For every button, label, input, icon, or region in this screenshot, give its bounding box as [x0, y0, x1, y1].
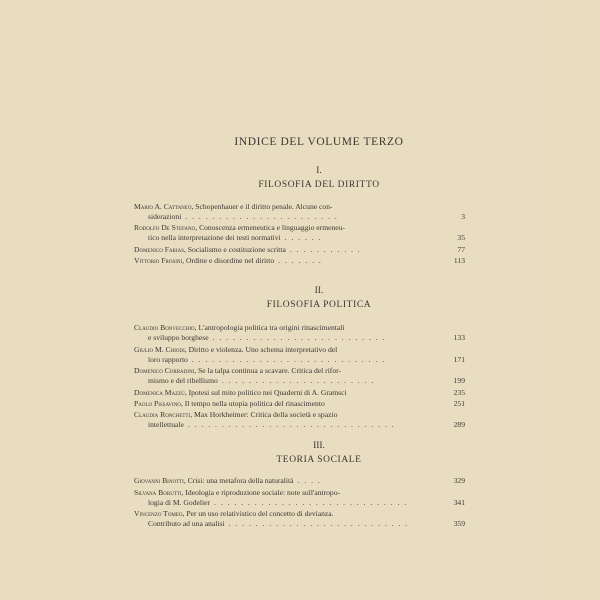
entry-title-cont: logia di M. Godelier — [148, 498, 211, 508]
toc-entry: Claudio Bonvecchio, L'antropologia politica tra origini rinascimentali e sviluppo borghese . . . . . . . . . . . . . . . . . . . . . . . . . . 133 — [134, 323, 465, 343]
toc-entry — [134, 399, 465, 409]
toc-entry — [134, 388, 465, 398]
toc-entry: Vittorio Frosini, Ordine e disordine nel diritto . . . . . . . 113 — [134, 256, 465, 265]
entry-author: Rodolfo De Stefano — [134, 223, 196, 232]
entry-title: , Il tempo nella utopia politica del rinascimento — [180, 399, 325, 408]
entry-title: , Schopenhauer e il diritto penale. Alcune con- — [191, 202, 333, 211]
entry-title: , L'antropologia politica tra origini rinascimentali — [194, 323, 345, 332]
entry-title: , Ordine e disordine nel diritto — [182, 256, 275, 265]
entry-page: 359 — [453, 519, 465, 529]
toc-entry: Giovanni Binotti, Crisi: una metafora della naturalità . . . . 329 — [134, 476, 465, 485]
toc-entry: Domenico Corradini, Se la talpa continua a scavare. Critica del rifor- mismo e del ribellismo . . . . . . . . . . . . . . . . . . . . . . . 199 — [134, 366, 465, 386]
entry-title-cont: intellettuale — [148, 420, 184, 430]
section-number: I. — [316, 166, 322, 176]
entry-title: , Ideologia e riproduzione sociale: note sull'antropo- — [181, 488, 341, 497]
entry-author: Domenica Mazzù — [134, 388, 185, 397]
entry-author: Giulio M. Chiodi — [134, 345, 185, 354]
toc-entry: Giulio M. Chiodi, Diritto e violenza. Uno schema interpretativo del loro rapporto . . . . . . . . . . . . . . . . . . . . . . . . . . . . . 171 — [134, 345, 465, 365]
section-number: III. — [313, 441, 325, 451]
entry-title: , Socialismo e costituzione scritta — [183, 245, 286, 254]
section-title: FILOSOFIA POLITICA — [266, 300, 372, 310]
index-title: INDICE DEL VOLUME TERZO — [234, 136, 404, 148]
entry-page: 3 — [461, 212, 465, 222]
entry-page: 133 — [453, 333, 465, 343]
entry-page: 171 — [453, 355, 465, 365]
entry-title: , Diritto e violenza. Uno schema interpretativo del — [184, 345, 338, 354]
entry-title-cont: Contributo ad una analisi — [148, 519, 225, 529]
entry-title: , Ipotesi sul mito politico nei Quaderni di A. Gramsci — [184, 388, 347, 397]
entry-page: 341 — [453, 498, 465, 508]
entry-author: Claudia Ronchetti — [134, 410, 191, 419]
entry-author: Domenico Corradini — [134, 366, 195, 375]
entry-page: 329 — [453, 476, 465, 485]
section-title: TEORIA SOCIALE — [276, 455, 362, 465]
entry-title: , Per un uso relativistico del concetto di devianza. — [182, 509, 334, 518]
entry-title: , Se la talpa continua a scavare. Critica del rifor- — [194, 366, 342, 375]
entry-title-cont: loro rapporto — [148, 355, 188, 365]
entry-page: 77 — [457, 245, 465, 254]
entry-page: 199 — [453, 376, 465, 386]
toc-entry: Mario A. Cattaneo, Schopenhauer e il diritto penale. Alcune con- siderazioni . . . . . . . . . . . . . . . . . . . . . . . 3 — [134, 202, 465, 222]
toc-entry: Vincenzo Tomeo, Per un uso relativistico del concetto di devianza. Contributo ad una analisi . . . . . . . . . . . . . . . . . . . . . . . . . . . 359 — [134, 509, 465, 529]
entry-page: 235 — [453, 388, 465, 397]
entry-author: Claudio Bonvecchio — [134, 323, 195, 332]
entry-author: Paolo Pissavino — [134, 399, 181, 408]
entry-page: 251 — [453, 399, 465, 408]
entry-page: 35 — [457, 233, 465, 243]
entry-author: Domenico Farias — [134, 245, 184, 254]
entry-author: Giovanni Binotti — [134, 476, 184, 485]
entry-author: Silvana Borutti — [134, 488, 182, 497]
book-page — [88, 0, 550, 600]
entry-author: Mario A. Cattaneo — [134, 202, 192, 211]
entry-title-cont: e sviluppo borghese — [148, 333, 209, 343]
entry-author: Vincenzo Tomeo — [134, 509, 183, 518]
section-number: II. — [314, 286, 324, 296]
entry-page: 289 — [453, 420, 465, 430]
toc-entry: Rodolfo De Stefano, Conoscenza ermeneutica e linguaggio ermeneu- tico nella interpretazione dei testi normativi . . . . . . 35 — [134, 223, 465, 243]
entry-title-cont: siderazioni — [148, 212, 182, 222]
entry-title: , Conoscenza ermeneutica e linguaggio ermeneu- — [195, 223, 345, 232]
entry-title: , Crisi: una metafora della naturalità — [183, 476, 294, 485]
toc-entry: Domenico Farias, Socialismo e costituzione scritta . . . . . . . . . . . 77 — [134, 245, 465, 254]
toc-entry: Claudia Ronchetti, Max Horkheimer: Critica della società e spazio intellettuale . . . . . . . . . . . . . . . . . . . . . . . . . . . . . . . 289 — [134, 410, 465, 430]
entry-title-cont: tico nella interpretazione dei testi normativi — [148, 233, 281, 243]
entry-page: 113 — [453, 256, 465, 265]
entry-author: Vittorio Frosini — [134, 256, 183, 265]
entry-title: , Max Horkheimer: Critica della società e spazio — [190, 410, 338, 419]
entry-title-cont: mismo e del ribellismo — [148, 376, 218, 386]
toc-entry: Silvana Borutti, Ideologia e riproduzione sociale: note sull'antropo- logia di M. Godelier . . . . . . . . . . . . . . . . . . . . . . . . . . . . . 341 — [134, 488, 465, 508]
section-title: FILOSOFIA DEL DIRITTO — [258, 180, 380, 190]
